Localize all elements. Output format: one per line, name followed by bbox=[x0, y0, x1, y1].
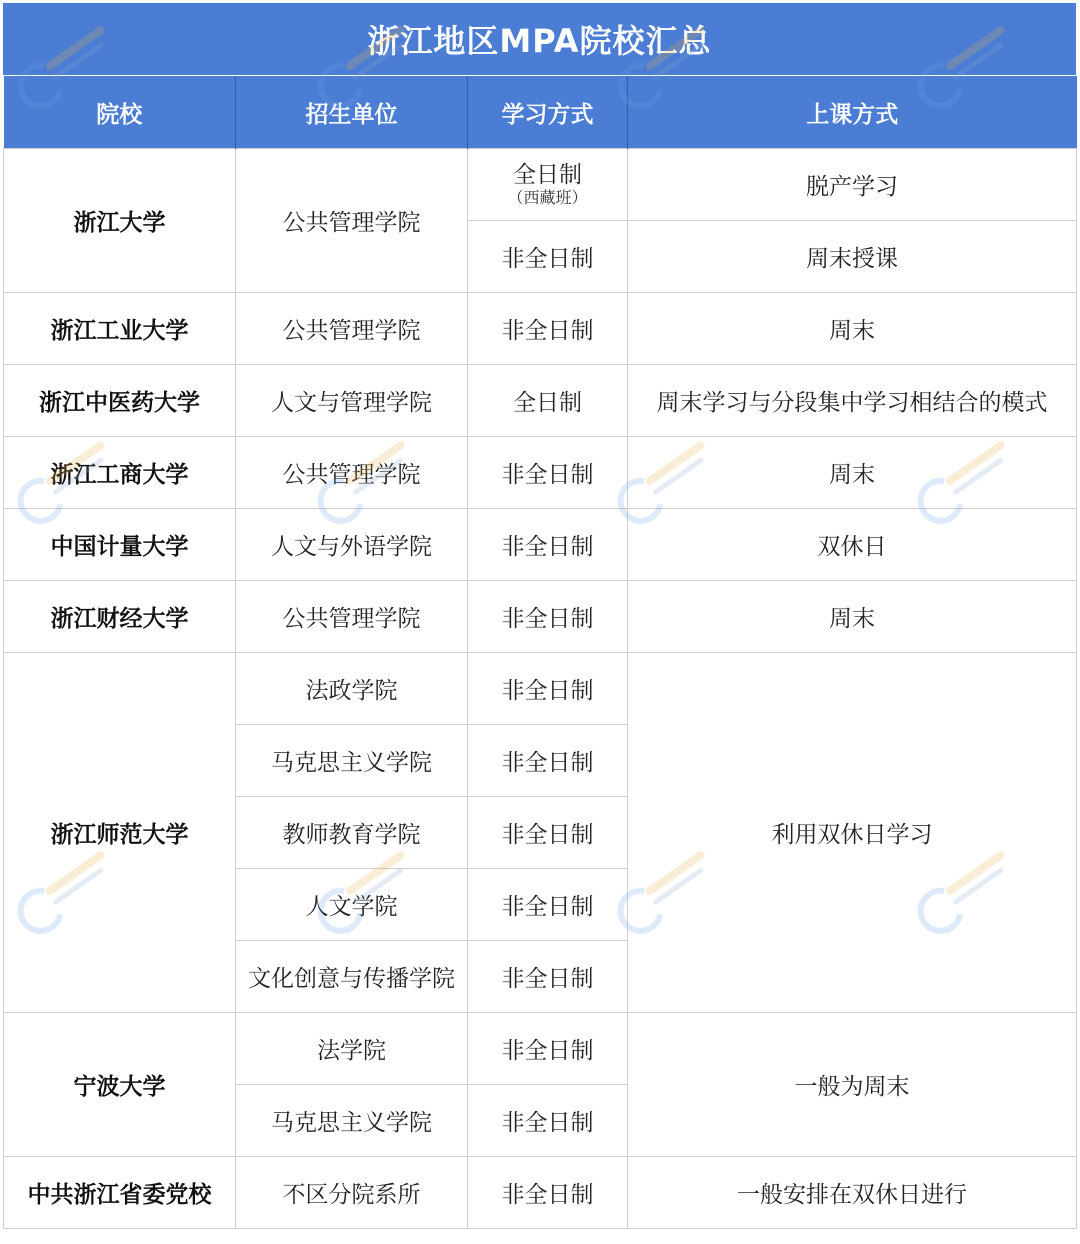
study-mode: 非全日制 bbox=[468, 797, 628, 869]
school-name: 宁波大学 bbox=[4, 1013, 236, 1157]
study-mode: 非全日制 bbox=[468, 869, 628, 941]
unit-name: 马克思主义学院 bbox=[236, 725, 468, 797]
class-mode: 一般安排在双休日进行 bbox=[628, 1157, 1077, 1229]
study-mode-text: 全日制 bbox=[513, 162, 582, 189]
unit-name: 人文与外语学院 bbox=[236, 509, 468, 581]
unit-name: 教师教育学院 bbox=[236, 797, 468, 869]
study-mode: 全日制 bbox=[468, 365, 628, 437]
table-row bbox=[4, 365, 1077, 437]
header-school: 院校 bbox=[4, 76, 236, 149]
school-name: 中国计量大学 bbox=[4, 509, 236, 581]
mpa-table bbox=[3, 76, 1077, 1229]
table-row bbox=[4, 149, 1077, 221]
unit-name: 人文与管理学院 bbox=[236, 365, 468, 437]
header-class: 上课方式 bbox=[628, 76, 1077, 149]
study-mode bbox=[468, 149, 628, 221]
school-name: 浙江工业大学 bbox=[4, 293, 236, 365]
class-mode: 周末 bbox=[628, 293, 1077, 365]
school-name: 浙江师范大学 bbox=[4, 653, 236, 1013]
unit-name: 人文学院 bbox=[236, 869, 468, 941]
class-mode: 双休日 bbox=[628, 509, 1077, 581]
study-mode-note: （西藏班） bbox=[507, 187, 588, 207]
unit-name: 法政学院 bbox=[236, 653, 468, 725]
school-name: 浙江中医药大学 bbox=[4, 365, 236, 437]
study-mode: 非全日制 bbox=[468, 1157, 628, 1229]
unit-name: 文化创意与传播学院 bbox=[236, 941, 468, 1013]
school-name: 浙江大学 bbox=[4, 149, 236, 293]
header-unit: 招生单位 bbox=[236, 76, 468, 149]
table-row bbox=[4, 293, 1077, 365]
unit-name: 马克思主义学院 bbox=[236, 1085, 468, 1157]
study-mode: 非全日制 bbox=[468, 437, 628, 509]
school-name: 浙江财经大学 bbox=[4, 581, 236, 653]
unit-name: 公共管理学院 bbox=[236, 437, 468, 509]
class-mode: 周末授课 bbox=[628, 221, 1077, 293]
study-mode: 非全日制 bbox=[468, 1013, 628, 1085]
class-mode: 周末 bbox=[628, 437, 1077, 509]
class-mode: 利用双休日学习 bbox=[628, 653, 1077, 1013]
school-name: 浙江工商大学 bbox=[4, 437, 236, 509]
study-mode: 非全日制 bbox=[468, 581, 628, 653]
header-row bbox=[4, 76, 1077, 149]
class-mode: 脱产学习 bbox=[628, 149, 1077, 221]
table-row bbox=[4, 509, 1077, 581]
unit-name: 不区分院系所 bbox=[236, 1157, 468, 1229]
header-mode: 学习方式 bbox=[468, 76, 628, 149]
unit-name: 公共管理学院 bbox=[236, 581, 468, 653]
school-name: 中共浙江省委党校 bbox=[4, 1157, 236, 1229]
study-mode: 非全日制 bbox=[468, 293, 628, 365]
study-mode: 非全日制 bbox=[468, 725, 628, 797]
study-mode: 非全日制 bbox=[468, 941, 628, 1013]
unit-name: 法学院 bbox=[236, 1013, 468, 1085]
table-row bbox=[4, 653, 1077, 725]
study-mode: 非全日制 bbox=[468, 509, 628, 581]
study-mode: 非全日制 bbox=[468, 221, 628, 293]
class-mode: 周末学习与分段集中学习相结合的模式 bbox=[628, 365, 1077, 437]
table-row bbox=[4, 581, 1077, 653]
table-title: 浙江地区MPA院校汇总 bbox=[3, 3, 1076, 76]
class-mode: 一般为周末 bbox=[628, 1013, 1077, 1157]
study-mode: 非全日制 bbox=[468, 653, 628, 725]
unit-name: 公共管理学院 bbox=[236, 149, 468, 293]
table-row bbox=[4, 1157, 1077, 1229]
study-mode: 非全日制 bbox=[468, 1085, 628, 1157]
mpa-table-container bbox=[3, 3, 1076, 1229]
table-row bbox=[4, 437, 1077, 509]
table-row bbox=[4, 1013, 1077, 1085]
unit-name: 公共管理学院 bbox=[236, 293, 468, 365]
class-mode: 周末 bbox=[628, 581, 1077, 653]
